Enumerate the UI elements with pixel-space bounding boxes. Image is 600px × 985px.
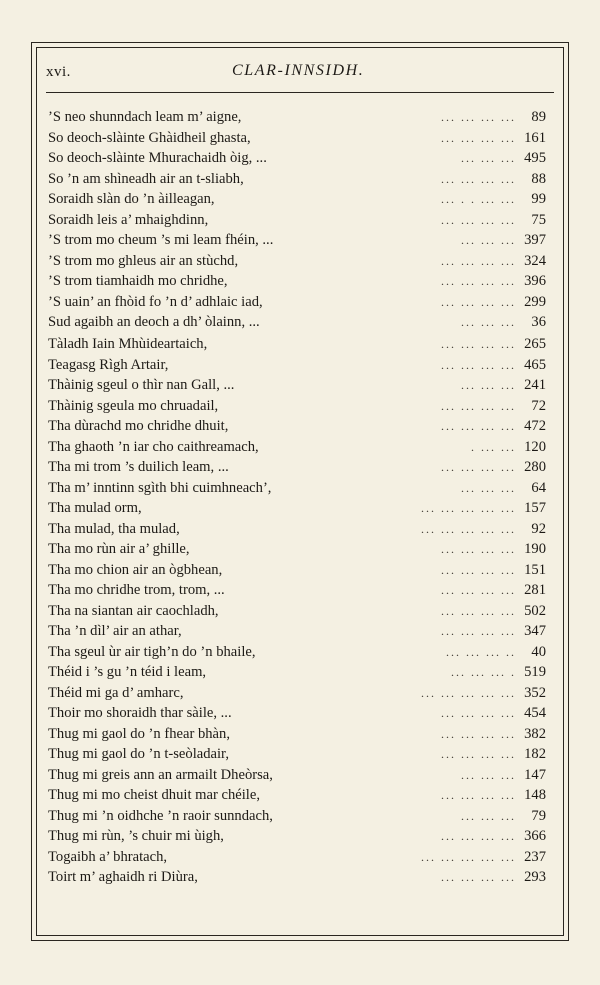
entry-page-number: 366: [524, 828, 546, 844]
index-entry: [48, 744, 548, 765]
entry-leader-dots: ... ... ... ... ...: [421, 501, 516, 515]
entry-leader-dots: ... ... ... ...: [441, 398, 516, 413]
entry-leader-dots: ... ... ... ...: [441, 542, 516, 556]
index-entry: [48, 457, 548, 478]
entry-title: Théid i ’s gu ’n téid i leam,: [48, 664, 207, 680]
entry-title: ’S neo shunndach leam m’ aigne,: [48, 109, 242, 125]
entry-title: So ’n am shìneadh air an t-sliabh,: [48, 170, 244, 187]
entry-leader-dots: ... ... ... ...: [441, 130, 516, 145]
index-entry: [48, 437, 548, 458]
entry-page-number: 265: [524, 336, 546, 352]
entry-title: Togaibh a’ bhratach,: [48, 848, 168, 865]
index-entry: [48, 478, 548, 499]
index-entry: [48, 826, 548, 847]
index-entry: [48, 334, 548, 355]
index-entry: [48, 169, 548, 190]
entry-leader-dots: ... ... ...: [461, 315, 516, 329]
entry-title: Thug mi gaol do ’n fhear bhàn,: [48, 725, 230, 742]
index-entry: [48, 230, 548, 251]
entry-page-number: 89: [531, 109, 546, 125]
entry-title: ’S trom tiamhaidh mo chridhe,: [48, 273, 228, 289]
entry-page-number: 148: [524, 787, 546, 803]
index-entry: [48, 189, 548, 210]
index-entry: [48, 785, 548, 806]
page-number: xvi.: [46, 64, 71, 80]
index-entry: [48, 806, 548, 827]
entry-leader-dots: ... ... ... ...: [441, 624, 516, 638]
entry-page-number: 280: [524, 459, 546, 475]
entry-leader-dots: ... ... ...: [461, 233, 516, 247]
entry-title: Tha mulad, tha mulad,: [48, 520, 180, 537]
entry-page-number: 99: [531, 191, 546, 207]
entry-page-number: 79: [531, 807, 546, 824]
entry-leader-dots: ... ... ... ...: [441, 829, 516, 843]
entry-page-number: 454: [524, 705, 546, 721]
index-entry: [48, 580, 548, 601]
entry-leader-dots: ... ... ... ...: [441, 603, 516, 618]
entry-leader-dots: ... ... ... ...: [441, 788, 516, 802]
entry-title: Thug mi greis ann an armailt Dheòrsa,: [48, 766, 273, 783]
entry-title: Tha sgeul ùr air tigh’n do ’n bhaile,: [48, 643, 256, 660]
entry-leader-dots: ... ... ... ...: [441, 110, 516, 124]
entry-title: Tha m’ inntinn sgìth bhi cuimhneach’,: [48, 479, 272, 496]
entry-title: Tha mo rùn air a’ ghille,: [48, 541, 190, 557]
entry-leader-dots: ... ... ...: [461, 378, 516, 392]
entry-title: Théid mi ga d’ amharc,: [48, 684, 184, 701]
entry-leader-dots: ... ... ... ...: [441, 337, 516, 351]
entry-title: ’S uain’ an fhòid fo ’n d’ adhlaic iad,: [48, 293, 263, 310]
index-entry: [48, 128, 548, 149]
index-section-t: [48, 334, 548, 888]
index-entry: [48, 210, 548, 231]
entry-page-number: 495: [524, 150, 546, 166]
entry-leader-dots: ... ... ...: [461, 767, 516, 782]
entry-leader-dots: ... ... ... ...: [441, 357, 516, 372]
header-rule: [46, 92, 554, 93]
index-entry: [48, 867, 548, 888]
entry-leader-dots: ... ... ...: [461, 808, 516, 823]
entry-page-number: 465: [524, 356, 546, 373]
entry-title: Tha ghaoth ’n iar cho caithreamach,: [48, 438, 259, 455]
entry-title: Tha na siantan air caochladh,: [48, 602, 219, 619]
index-entry: [48, 847, 548, 868]
index-entry: [48, 765, 548, 786]
entry-title: Sud agaibh an deoch a dh’ òlainn, ...: [48, 314, 260, 330]
entry-page-number: 40: [531, 643, 546, 660]
entry-page-number: 502: [524, 602, 546, 619]
index-entry: [48, 703, 548, 724]
entry-page-number: 352: [524, 684, 546, 701]
index-entry: [48, 292, 548, 313]
entry-title: ’S trom mo cheum ’s mi leam fhéin, ...: [48, 232, 274, 248]
entry-title: Tha mulad orm,: [48, 500, 142, 516]
entry-leader-dots: ... ... ... ...: [441, 419, 516, 433]
index-entry: [48, 416, 548, 437]
entry-page-number: 347: [524, 623, 546, 639]
entry-title: Tàladh Iain Mhùideartaich,: [48, 336, 208, 352]
index-entry: [48, 107, 548, 128]
entry-page-number: 281: [524, 582, 546, 598]
entry-title: Thug mi gaol do ’n t-seòladair,: [48, 746, 229, 762]
entry-leader-dots: ... ... ... ...: [441, 870, 516, 884]
entry-leader-dots: ... ... ...: [461, 480, 516, 495]
entry-title: Tha ’n dìl’ air an athar,: [48, 623, 182, 639]
index-entry: [48, 519, 548, 540]
entry-leader-dots: ... ... ... ...: [441, 274, 516, 288]
entry-page-number: 147: [524, 766, 546, 783]
entry-leader-dots: ... ... ... ...: [441, 253, 516, 268]
index-entry: [48, 396, 548, 417]
entry-page-number: 157: [524, 500, 546, 516]
entry-title: Soraidh slàn do ’n àilleagan,: [48, 191, 215, 207]
entry-leader-dots: ... ... ... ... ...: [421, 849, 516, 864]
entry-page-number: 397: [524, 232, 546, 248]
entry-page-number: 237: [524, 848, 546, 865]
entry-title: Thug mi ’n oidhche ’n raoir sunndach,: [48, 807, 273, 824]
entry-title: So deoch-slàinte Ghàidheil ghasta,: [48, 129, 251, 146]
entry-page-number: 190: [524, 541, 546, 557]
entry-title: Tha mo chion air an ògbhean,: [48, 561, 223, 578]
entry-title: Thug mi rùn, ’s chuir mi ùigh,: [48, 828, 224, 844]
entry-page-number: 299: [524, 293, 546, 310]
index-entry: [48, 498, 548, 519]
index-entry: [48, 148, 548, 169]
entry-page-number: 75: [531, 211, 546, 228]
entry-leader-dots: ... ... ... ..: [446, 644, 516, 659]
entry-page-number: 88: [531, 170, 546, 187]
entry-title: Thàinig sgeula mo chruadail,: [48, 397, 219, 414]
entry-page-number: 120: [524, 438, 546, 455]
entry-page-number: 161: [524, 129, 546, 146]
index-section-s: [48, 107, 548, 333]
entry-title: Tha mi trom ’s duilich leam, ...: [48, 459, 229, 475]
entry-leader-dots: ... ... ... ...: [441, 171, 516, 186]
index-entry: [48, 355, 548, 376]
entry-leader-dots: ... ... ... .: [451, 665, 516, 679]
entry-page-number: 324: [524, 252, 546, 269]
entry-page-number: 151: [524, 561, 546, 578]
entry-title: Teagasg Rìgh Artair,: [48, 356, 169, 373]
entry-title: Thug mi mo cheist dhuit mar chéile,: [48, 787, 260, 803]
entry-page-number: 519: [524, 664, 546, 680]
entry-leader-dots: ... ... ... ... ...: [421, 521, 516, 536]
index-entry: [48, 621, 548, 642]
entry-page-number: 382: [524, 725, 546, 742]
page-header: [46, 62, 552, 88]
entry-leader-dots: ... ... ... ...: [441, 747, 516, 761]
entry-page-number: 36: [531, 314, 546, 330]
entry-page-number: 293: [524, 869, 546, 885]
entry-page-number: 64: [531, 479, 546, 496]
entry-leader-dots: ... ... ... ... ...: [421, 685, 516, 700]
index-entry: [48, 560, 548, 581]
index-entry: [48, 683, 548, 704]
running-title: CLAR-INNSIDH.: [232, 62, 365, 79]
entry-leader-dots: ... ... ... ...: [441, 212, 516, 227]
entry-page-number: 472: [524, 418, 546, 434]
index-entry: [48, 312, 548, 333]
index-entry: [48, 724, 548, 745]
entry-page-number: 396: [524, 273, 546, 289]
entry-page-number: 241: [524, 377, 546, 393]
entry-title: Tha dùrachd mo chridhe dhuit,: [48, 418, 229, 434]
index-entry: [48, 601, 548, 622]
entry-leader-dots: ... ... ...: [461, 151, 516, 165]
entry-leader-dots: ... ... ... ...: [441, 460, 516, 474]
index-entry: [48, 251, 548, 272]
index-entry: [48, 642, 548, 663]
entry-title: Soraidh leis a’ mhaighdinn,: [48, 211, 209, 228]
entry-title: Thoir mo shoraidh thar sàile, ...: [48, 705, 232, 721]
index-entry: [48, 271, 548, 292]
entry-leader-dots: ... ... ... ...: [441, 562, 516, 577]
entry-title: Toirt m’ aghaidh ri Diùra,: [48, 869, 198, 885]
entry-title: Thàinig sgeul o thìr nan Gall, ...: [48, 377, 235, 393]
entry-title: Tha mo chridhe trom, trom, ...: [48, 582, 225, 598]
entry-title: ’S trom mo ghleus air an stùchd,: [48, 252, 239, 269]
entry-page-number: 72: [531, 397, 546, 414]
index-entry: [48, 539, 548, 560]
entry-leader-dots: ... ... ... ...: [441, 706, 516, 720]
entry-leader-dots: ... ... ... ...: [441, 583, 516, 597]
entry-leader-dots: ... ... ... ...: [441, 294, 516, 309]
entry-title: So deoch-slàinte Mhurachaidh òig, ...: [48, 150, 267, 166]
entry-leader-dots: . ... ...: [471, 439, 516, 454]
entry-leader-dots: ... ... ... ...: [441, 726, 516, 741]
index-entry: [48, 375, 548, 396]
entry-page-number: 92: [531, 520, 546, 537]
index-entry: [48, 662, 548, 683]
entry-leader-dots: ... . . ... ...: [441, 192, 516, 206]
entry-page-number: 182: [524, 746, 546, 762]
